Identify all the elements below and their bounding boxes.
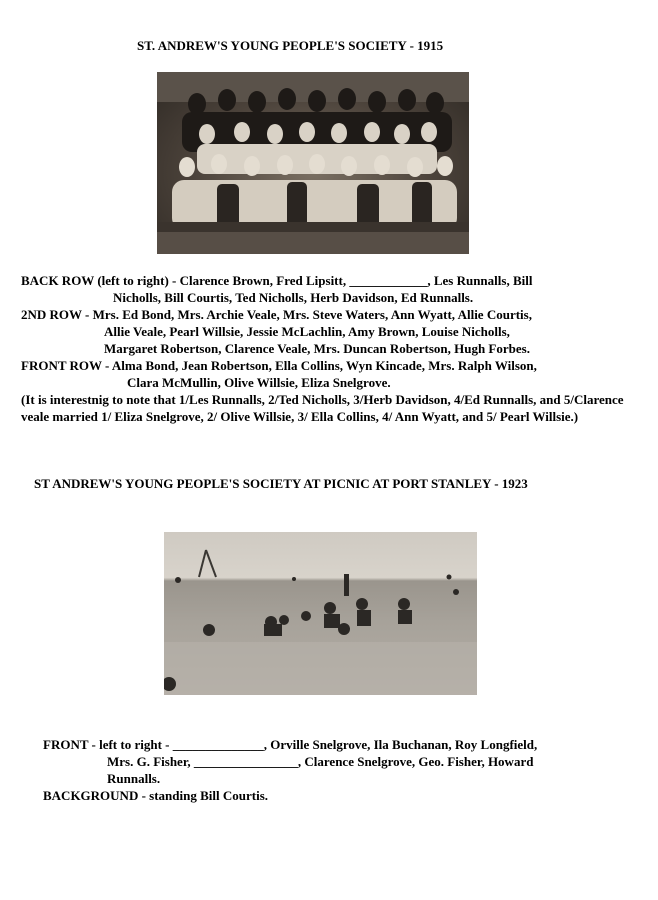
back-row-line-2: Nicholls, Bill Courtis, Ted Nicholls, Herb Davidson, Ed Runnalls.	[113, 290, 474, 305]
caption-1915	[21, 272, 646, 425]
front-row-entry	[21, 357, 646, 391]
front-row-line-1: FRONT ROW - Alma Bond, Jean Robertson, Ella Collins, Wyn Kincade, Mrs. Ralph Wilson,	[21, 358, 537, 373]
second-row-line-2: Allie Veale, Pearl Willsie, Jessie McLachlin, Amy Brown, Louise Nicholls,	[104, 324, 510, 339]
back-row-line-1: BACK ROW (left to right) - Clarence Brown, Fred Lipsitt, ____________, Les Runnalls, Bill	[21, 273, 533, 288]
back-row-entry	[21, 272, 646, 306]
group-photo-1915	[157, 72, 469, 254]
group-photo-1915-image	[157, 72, 469, 254]
section-title-1915: ST. ANDREW'S YOUNG PEOPLE'S SOCIETY - 1915	[137, 38, 444, 53]
front-line-1: FRONT - left to right - ______________, Orville Snelgrove, Ila Buchanan, Roy Longfield,	[43, 737, 538, 752]
picnic-photo-1923-image	[164, 532, 477, 695]
background-entry: BACKGROUND - standing Bill Courtis.	[43, 788, 268, 803]
front-line-3: Runnalls.	[107, 771, 161, 786]
front-row-line-2: Clara McMullin, Olive Willsie, Eliza Snelgrove.	[127, 375, 391, 390]
front-entry	[43, 736, 633, 787]
marriage-note: (It is interestnig to note that 1/Les Runnalls, 2/Ted Nicholls, 3/Herb Davidson, 4/Ed Runnalls, and 5/Clarence veale married 1/ Eliza Snelgrove, 2/ Olive Willsie, 3/ Ella Collins, 4/ Ann Wyatt, and 5/ Pearl Willsie.)	[21, 392, 624, 424]
second-row-entry	[21, 306, 646, 357]
section-title-1923: ST ANDREW'S YOUNG PEOPLE'S SOCIETY AT PICNIC AT PORT STANLEY - 1923	[34, 476, 528, 491]
picnic-photo-1923	[164, 532, 477, 695]
second-row-line-3: Margaret Robertson, Clarence Veale, Mrs. Duncan Robertson, Hugh Forbes.	[104, 341, 530, 356]
caption-1923	[43, 736, 633, 804]
front-line-2: Mrs. G. Fisher, ________________, Clarence Snelgrove, Geo. Fisher, Howard	[107, 754, 534, 769]
second-row-line-1: 2ND ROW - Mrs. Ed Bond, Mrs. Archie Veale, Mrs. Steve Waters, Ann Wyatt, Allie Courtis,	[21, 307, 532, 322]
